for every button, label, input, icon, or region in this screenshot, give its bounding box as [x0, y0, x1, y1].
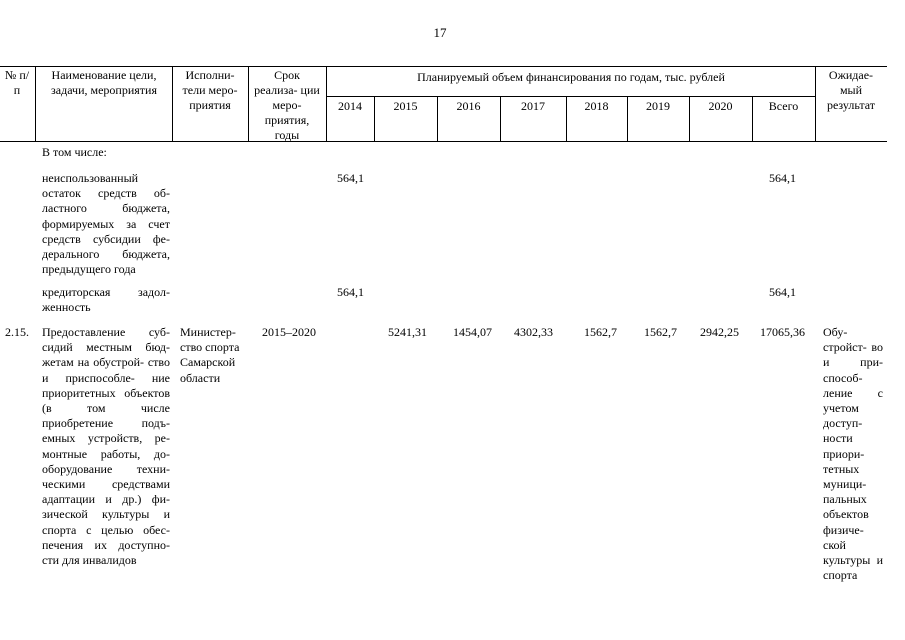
- item-2020: 2942,25: [700, 325, 739, 339]
- header-executors: Исполни- тели меро- приятия: [182, 68, 238, 112]
- header-year-2020: 2020: [708, 99, 733, 113]
- item-total: 17065,36: [760, 325, 805, 339]
- header-num: № п/п: [4, 68, 30, 97]
- header-name: Наименование цели, задачи, мероприятия: [51, 68, 157, 97]
- payables-total: 564,1: [769, 285, 796, 299]
- header-col-divider: [248, 66, 249, 142]
- item-2015: 5241,31: [388, 325, 427, 339]
- header-year-2019: 2019: [646, 99, 670, 113]
- header-year-2015: 2015: [393, 99, 418, 113]
- item-2018: 1562,7: [584, 325, 617, 339]
- header-term: Срок реализа- ции меро- приятия, годы: [254, 68, 320, 142]
- header-funding: Планируемый объем финансирования по годам, тыс. рублей: [417, 70, 725, 84]
- header-year-2014: 2014: [338, 99, 362, 113]
- item-2016: 1454,07: [453, 325, 492, 339]
- header-col-divider: [815, 66, 816, 142]
- header-result: Ожидае- мый результат: [826, 68, 876, 112]
- item-2017: 4302,33: [514, 325, 553, 339]
- unused-balance-total: 564,1: [769, 171, 796, 185]
- unused-balance-2014: 564,1: [337, 171, 364, 185]
- header-year-2018: 2018: [584, 99, 609, 113]
- page-number: 17: [433, 25, 447, 40]
- header-year-2016: 2016: [456, 99, 481, 113]
- including-label: В том числе:: [42, 145, 107, 159]
- header-col-divider: [35, 66, 36, 142]
- payables-2014: 564,1: [337, 285, 364, 299]
- item-name: Предоставление суб- сидий местным бюд- жетам на обустрой- ство и приспособле- ние приоритетных объектов (в том числе приобретение подъ- емных устройств, ре- монтные работы, до- оборудование техни- ческими средствами адаптации и др.) фи- зической культуры и спорта с целью обес- печения их доступно- сти для инвалидов: [42, 325, 170, 568]
- header-col-divider: [172, 66, 173, 142]
- item-executors: Министер- ство спорта Самарской области: [180, 325, 240, 385]
- item-term: 2015–2020: [262, 325, 316, 339]
- item-2019: 1562,7: [644, 325, 677, 339]
- header-bottom-border: [0, 141, 887, 142]
- payables-name: кредиторская задол- женность: [42, 285, 170, 315]
- unused-balance-name: неиспользованный остаток средств об- ластного бюджета, формируемых за счет средств субсидии фе- дерального бюджета, предыдущего года: [42, 171, 170, 277]
- header-year-total: Всего: [768, 99, 799, 113]
- header-years-divider: [326, 96, 815, 97]
- row-number: 2.15.: [5, 325, 29, 339]
- item-result: Обу- стройст- во и при- способ- ление с учетом доступ- ности приори- тетных муници- пальных объектов физиче- ской культуры и спорта: [823, 325, 883, 583]
- header-top-border: [0, 66, 887, 67]
- header-year-2017: 2017: [521, 99, 545, 113]
